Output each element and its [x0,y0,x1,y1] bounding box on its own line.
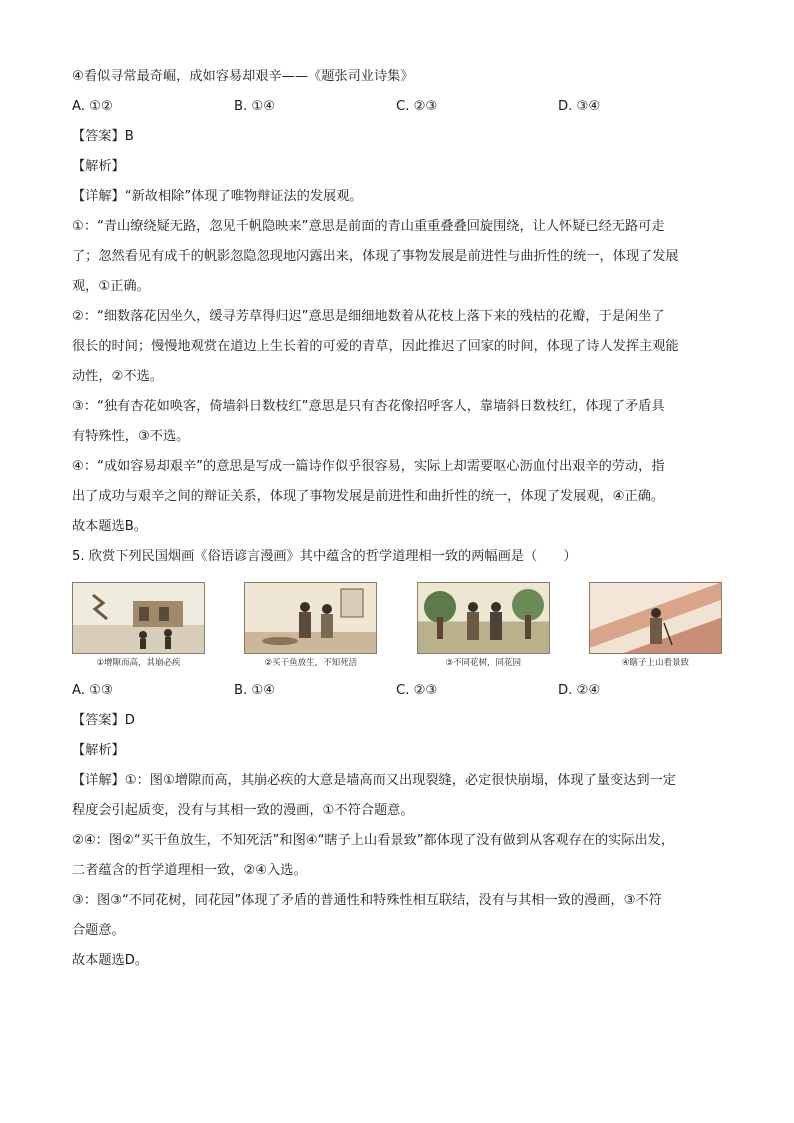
cartoon-row [72,582,722,670]
options-row-2 [72,676,724,706]
cartoon-3-image [417,582,550,654]
detail-line: 动性，②不选。 [72,369,163,384]
option-b: B. ①④ [234,99,276,114]
detail-line: 合题意。 [72,923,125,938]
conclusion-2: 故本题选D。 [72,953,149,968]
detail-line: ③：“独有杏花如唤客，倚墙斜日数枝红”意思是只有杏花像招呼客人，靠墙斜日数枝红，体现了矛盾具 [72,399,665,414]
detail-line: 【详解】“新故相除”体现了唯物辩证法的发展观。 [72,189,363,204]
option-a: A. ①③ [72,683,113,698]
answer-2: 【答案】D [72,713,135,728]
cartoon-3 [417,582,550,670]
detail-line: ②④：图②“买干鱼放生，不知死活”和图④“瞎子上山看景致”都体现了没有做到从客观存在的实际出发， [72,833,675,848]
detail-line: 二者蕴含的哲学道理相一致，②④入选。 [72,863,307,878]
answer-1: 【答案】B [72,129,134,144]
detail-line: 程度会引起质变，没有与其相一致的漫画，①不符合题意。 [72,803,414,818]
detail-line: 了；忽然看见有成千的帆影忽隐忽现地闪露出来，体现了事物发展是前进性与曲折性的统一，体现了发展 [72,249,679,264]
question-5: 5. 欣赏下列民国烟画《俗语谚言漫画》其中蕴含的哲学道理相一致的两幅画是（ ） [72,549,577,564]
cartoon-1 [72,582,205,670]
detail-line: 很长的时间；慢慢地观赏在道边上生长着的可爱的青草，因此推迟了回家的时间，体现了诗人发挥主观能 [72,339,679,354]
cartoon-4 [589,582,722,670]
option-line-4: ④看似寻常最奇崛，成如容易却艰辛——《题张司业诗集》 [72,69,414,84]
detail-line: 观，①正确。 [72,279,150,294]
document-page [72,62,724,976]
detail-line: ①：“青山缭绕疑无路，忽见千帆隐映来”意思是前面的青山重重叠叠回旋围绕，让人怀疑已经无路可走 [72,219,665,234]
detail-line: ②：“细数落花因坐久，缓寻芳草得归迟”意思是细细地数着从花枝上落下来的残枯的花瓣，于是闲坐了 [72,309,665,324]
detail-line: ③：图③“不同花树，同花园”体现了矛盾的普通性和特殊性相互联结，没有与其相一致的漫画，③不符 [72,893,662,908]
detail-line: 出了成功与艰辛之间的辩证关系，体现了事物发展是前进性和曲折性的统一，体现了发展观，④正确。 [72,489,665,504]
cartoon-4-caption: ④瞎子上山看景致 [621,658,690,668]
option-c: C. ②③ [396,683,438,698]
detail-line: 【详解】①：图①增隙而高，其崩必疾的大意是墙高而又出现裂缝，必定很快崩塌，体现了量变达到一定 [72,773,676,788]
option-a: A. ①② [72,99,113,114]
cartoon-4-image [589,582,722,654]
cartoon-2 [244,582,377,670]
analysis-heading-1: 【解析】 [72,159,125,174]
option-d: D. ②④ [558,683,601,698]
option-b: B. ①④ [234,683,276,698]
options-row-1 [72,92,724,122]
detail-line: ④：“成如容易却艰辛”的意思是写成一篇诗作似乎很容易，实际上却需要呕心沥血付出艰辛的劳动，指 [72,459,665,474]
conclusion-1: 故本题选B。 [72,519,147,534]
cartoon-2-image [244,582,377,654]
option-c: C. ②③ [396,99,438,114]
cartoon-1-image [72,582,205,654]
cartoon-2-caption: ②买干鱼放生，不知死活 [264,658,358,668]
detail-line: 有特殊性，③不选。 [72,429,190,444]
option-d: D. ③④ [558,99,601,114]
cartoon-3-caption: ③不同花树，同花园 [445,658,521,668]
cartoon-1-caption: ①增隙而高，其崩必疾 [96,658,181,668]
analysis-heading-2: 【解析】 [72,743,125,758]
